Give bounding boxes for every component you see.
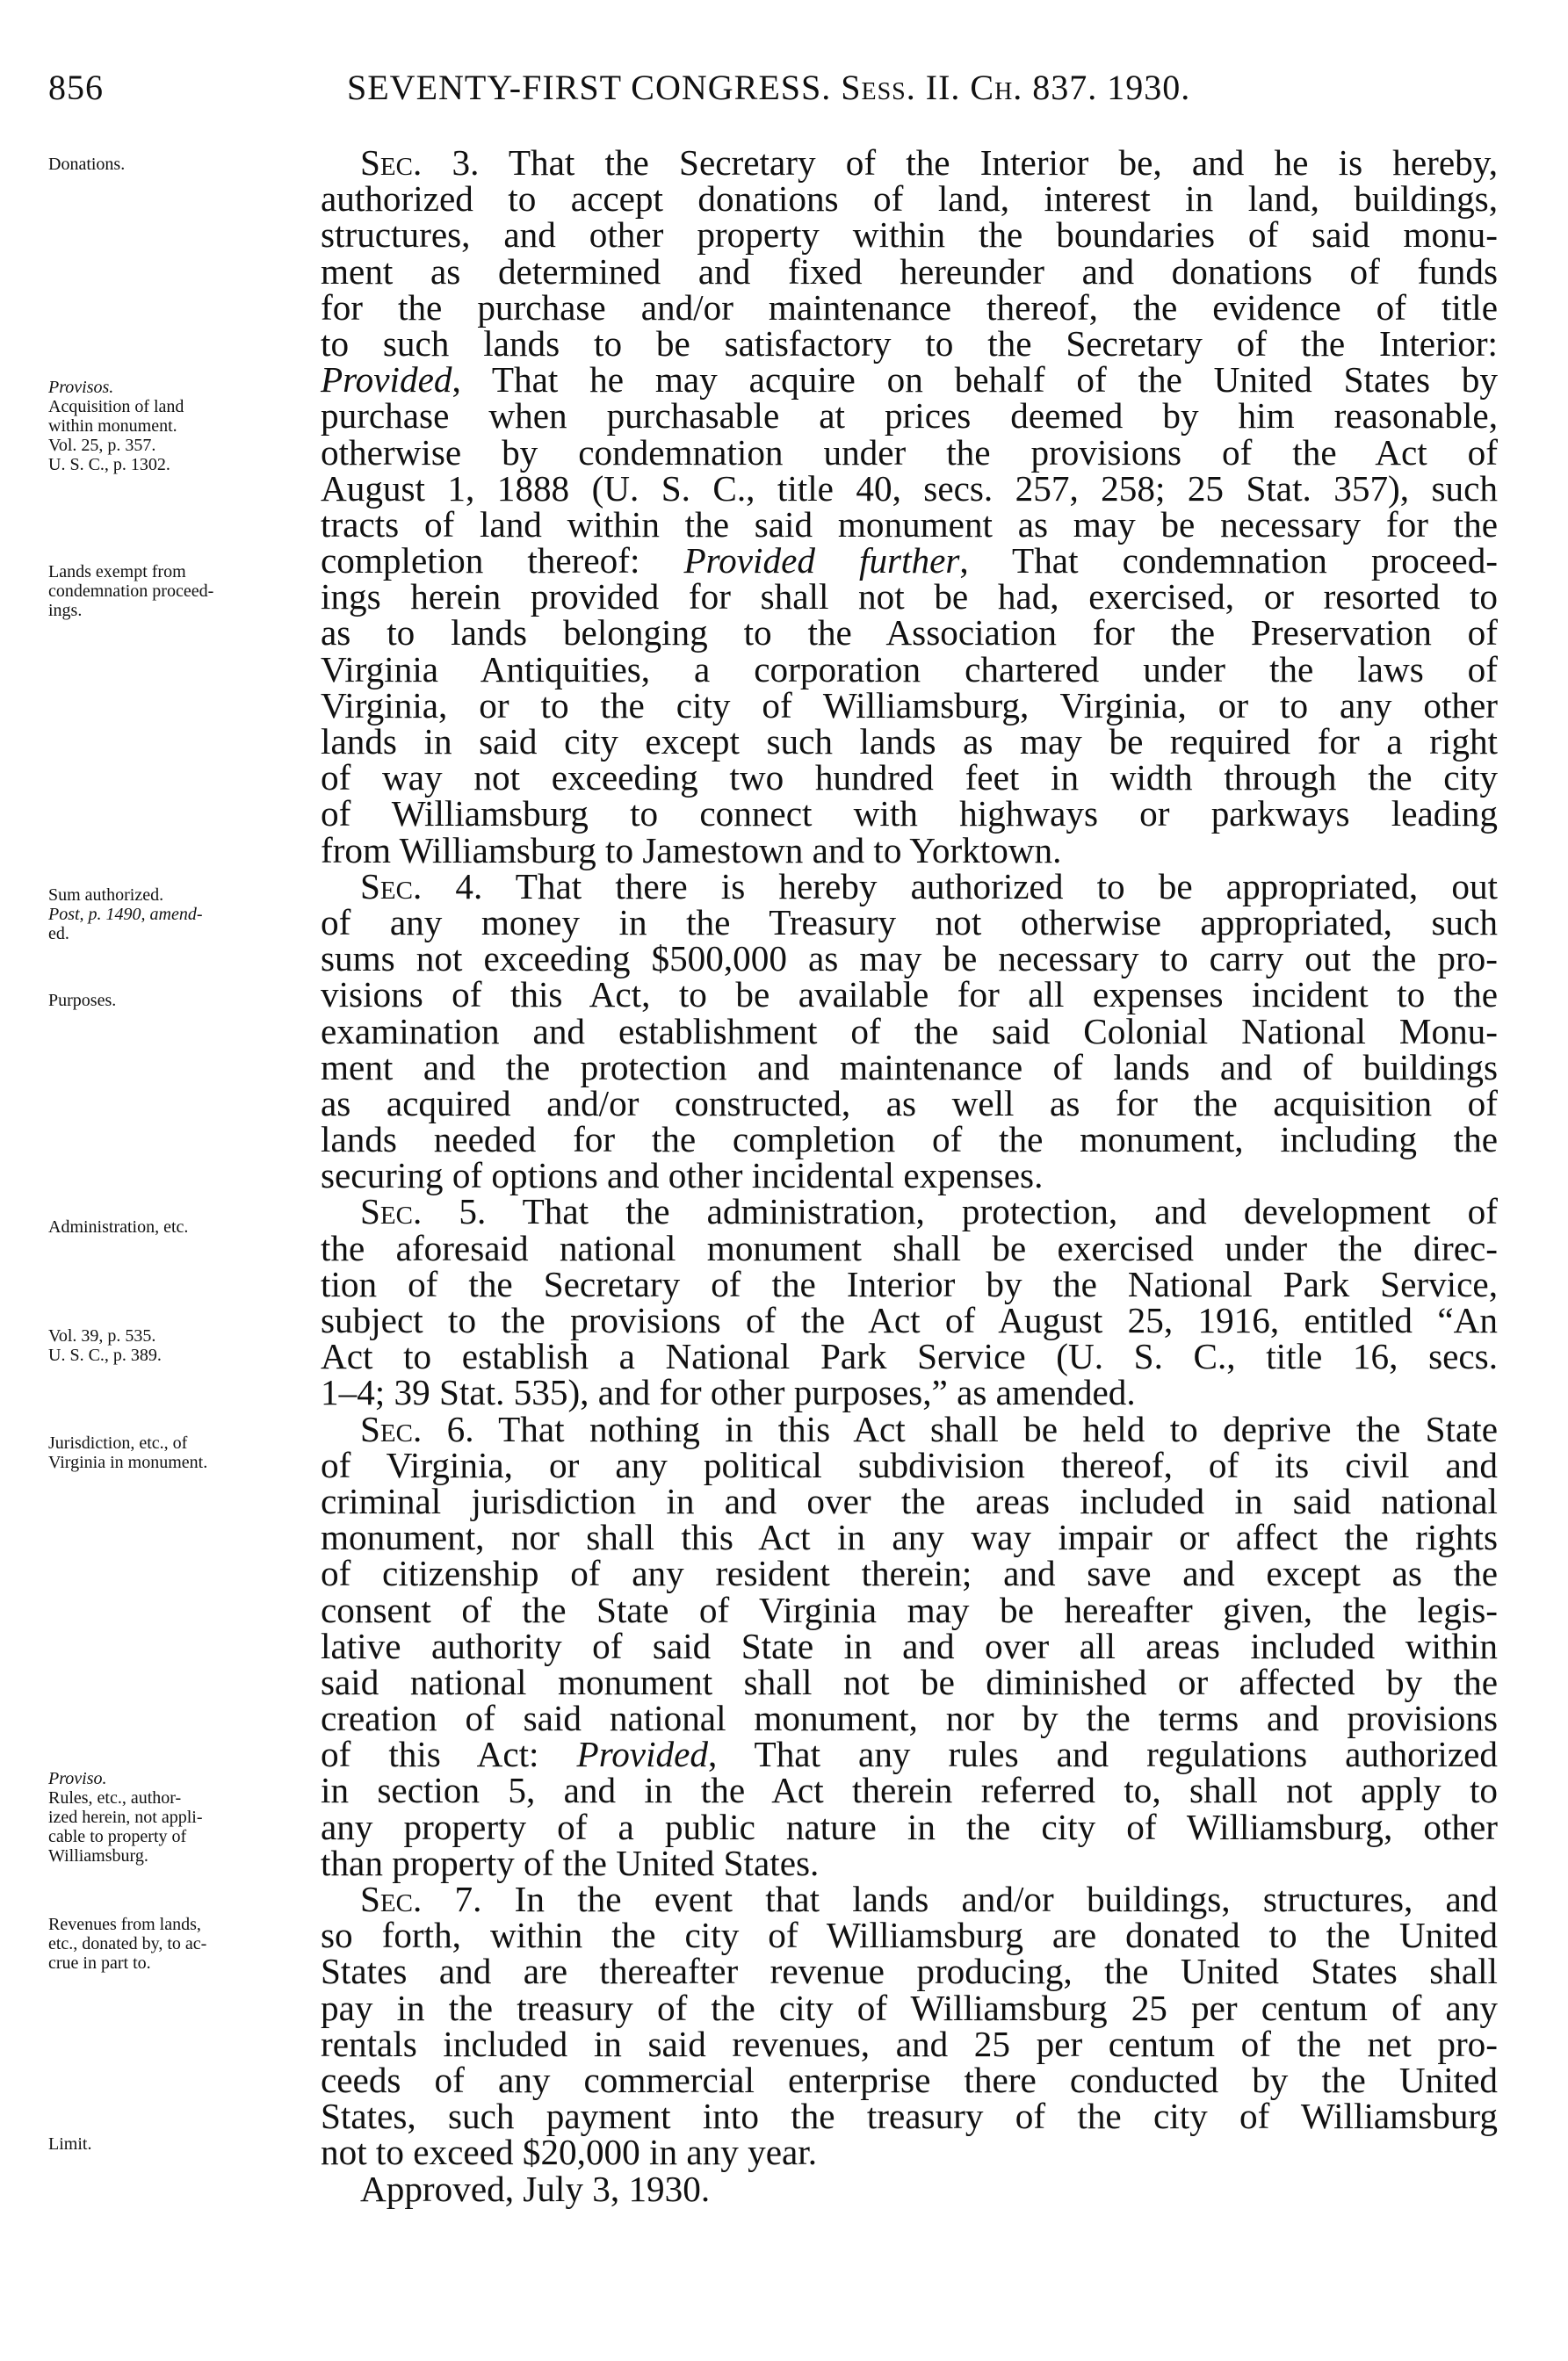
margin-note-line: ings. — [48, 601, 83, 620]
body-line: Virginia Antiquities, a corporation chartered under the laws of — [321, 648, 1498, 690]
margin-note-line: cable to property of — [48, 1827, 187, 1846]
body-line: ment and the protection and maintenance of lands and of buildings — [321, 1046, 1498, 1087]
body-line: Act to establish a National Park Service (U. S. C., title 16, secs. — [321, 1336, 1498, 1377]
page-header — [48, 61, 1498, 114]
body-line: Sec. 7. In the event that lands and/or buildings, structures, and — [360, 1879, 1498, 1919]
page-number: 856 — [48, 68, 104, 107]
margin-note-vol39 — [48, 1326, 316, 1365]
margin-note-line: Revenues from lands, — [48, 1915, 201, 1934]
margin-note-line: condemnation proceed- — [48, 581, 214, 601]
margin-note-sum-authorized — [48, 885, 316, 943]
margin-note-line: Purposes. — [48, 991, 117, 1010]
margin-note-line: Proviso. — [48, 1769, 107, 1788]
statute-body — [321, 142, 1499, 2173]
margin-note-provisos — [48, 378, 316, 474]
body-line: of any money in the Treasury not otherwise appropriated, such — [321, 901, 1498, 942]
margin-note-line: Limit. — [48, 2134, 92, 2154]
margin-note-donations — [48, 155, 316, 174]
margin-note-line: within monument. — [48, 416, 177, 436]
body-line: for the purchase and/or maintenance thereof, the evidence of title — [321, 286, 1498, 328]
margin-note-line: ed. — [48, 924, 69, 943]
margin-note-line: Lands exempt from — [48, 562, 186, 581]
body-line: August 1, 1888 (U. S. C., title 40, secs. 257, 258; 25 Stat. 357), such — [321, 467, 1498, 509]
margin-note-line: Vol. 39, p. 535. — [48, 1326, 156, 1346]
body-line: tion of the Secretary of the Interior by the National Park Service, — [321, 1263, 1498, 1304]
body-line: of this Act: Provided, That any rules and regulations authorized — [321, 1734, 1498, 1775]
margin-note-line: Vol. 25, p. 357. — [48, 436, 156, 455]
margin-note-line: Acquisition of land — [48, 397, 184, 416]
body-line: than property of the United States. — [321, 1842, 820, 1883]
body-line: States, such payment into the treasury of the city of Williamsburg — [321, 2096, 1498, 2137]
body-line: Virginia, or to the city of Williamsburg, Virginia, or to any other — [321, 684, 1498, 726]
body-line: said national monument shall not be diminished or affected by the — [321, 1661, 1498, 1702]
body-line: Sec. 4. That there is hereby authorized to be appropriated, out — [360, 865, 1498, 906]
running-head: SEVENTY-FIRST CONGRESS. Sess. II. Ch. 837. 1930. — [347, 68, 1191, 107]
margin-note-line: Administration, etc. — [48, 1217, 189, 1237]
body-line: of Williamsburg to connect with highways or parkways leading — [321, 793, 1498, 834]
body-line: as acquired and/or constructed, as well as for the acquisition of — [321, 1082, 1498, 1123]
margin-note-line: Jurisdiction, etc., of — [48, 1433, 188, 1453]
body-line: consent of the State of Virginia may be hereafter given, the legis- — [321, 1589, 1498, 1630]
margin-note-limit — [48, 2134, 316, 2154]
margin-note-line: Donations. — [48, 155, 126, 174]
body-line: ings herein provided for shall not be had, exercised, or resorted to — [321, 576, 1498, 617]
body-line: States and are thereafter revenue producing, the United States shall — [321, 1951, 1498, 1992]
body-line: subject to the provisions of the Act of August 25, 1916, entitled “An — [321, 1300, 1498, 1340]
body-line: in section 5, and in the Act therein referred to, shall not apply to — [321, 1770, 1498, 1811]
body-line: the aforesaid national monument shall be exercised under the direc- — [321, 1227, 1498, 1268]
body-line: so forth, within the city of Williamsburg are donated to the United — [321, 1915, 1498, 1956]
body-line: as to lands belonging to the Association for the Preservation of — [321, 612, 1498, 653]
margin-note-jurisdiction — [48, 1433, 316, 1472]
body-line: of Virginia, or any political subdivision thereof, of its civil and — [321, 1444, 1498, 1485]
body-line: from Williamsburg to Jamestown and to Yorktown. — [321, 829, 1062, 870]
body-line: creation of said national monument, nor by the terms and provisions — [321, 1698, 1498, 1739]
body-line: lative authority of said State in and over all areas included within — [321, 1625, 1498, 1666]
body-line: structures, and other property within the boundaries of said monu- — [321, 214, 1498, 256]
approval-date: Approved, July 3, 1930. — [360, 2169, 711, 2209]
body-line: monument, nor shall this Act in any way impair or affect the rights — [321, 1517, 1498, 1558]
body-line: otherwise by condemnation under the provisions of the Act of — [321, 431, 1498, 473]
body-line: visions of this Act, to be available for all expenses incident to the — [321, 974, 1498, 1015]
body-line: tracts of land within the said monument as may be necessary for the — [321, 503, 1498, 545]
margin-note-administration — [48, 1217, 316, 1237]
margin-note-line: ized herein, not appli- — [48, 1808, 203, 1827]
body-line: completion thereof: Provided further, That condemnation proceed- — [321, 540, 1499, 581]
body-line: 1–4; 39 Stat. 535), and for other purposes,” as amended. — [321, 1372, 1136, 1413]
body-line: of way not exceeding two hundred feet in width through the city — [321, 757, 1498, 798]
margin-note-line: U. S. C., p. 389. — [48, 1346, 162, 1365]
margin-note-line: Provisos. — [48, 378, 114, 397]
body-line: Sec. 3. That the Secretary of the Interior be, and he is hereby, — [360, 142, 1498, 183]
margin-note-line: Post, p. 1490, amend- — [48, 905, 203, 924]
margin-note-revenues — [48, 1915, 316, 1973]
body-line: Sec. 6. That nothing in this Act shall be held to deprive the State — [360, 1408, 1498, 1449]
margin-note-proviso-rules — [48, 1769, 316, 1866]
margin-note-purposes — [48, 991, 316, 1010]
body-line: of citizenship of any resident therein; and save and except as the — [321, 1553, 1498, 1594]
margin-note-line: Rules, etc., author- — [48, 1788, 182, 1808]
margin-note-line: Sum authorized. — [48, 885, 164, 905]
body-line: rentals included in said revenues, and 25 per centum of the net pro- — [321, 2023, 1498, 2064]
margin-note-line: Virginia in monument. — [48, 1453, 208, 1472]
margin-note-line: U. S. C., p. 1302. — [48, 455, 170, 474]
body-line: ceeds of any commercial enterprise there conducted by the United — [321, 2059, 1498, 2100]
body-line: Sec. 5. That the administration, protection, and development of — [360, 1191, 1498, 1232]
body-line: purchase when purchasable at prices deemed by him reasonable, — [321, 395, 1498, 437]
body-line: authorized to accept donations of land, interest in land, buildings, — [321, 178, 1498, 220]
margin-note-line: crue in part to. — [48, 1953, 151, 1973]
margin-note-line: etc., donated by, to ac- — [48, 1934, 207, 1953]
margin-note-line: Williamsburg. — [48, 1846, 148, 1866]
body-line: securing of options and other incidental expenses. — [321, 1155, 1044, 1196]
body-line: criminal jurisdiction in and over the areas included in said national — [321, 1480, 1498, 1521]
body-line: to such lands to be satisfactory to the Secretary of the Interior: — [321, 322, 1498, 364]
body-line: pay in the treasury of the city of Williamsburg 25 per centum of any — [321, 1987, 1498, 2028]
margin-note-lands-exempt — [48, 562, 316, 620]
body-line: ment as determined and fixed hereunder and donations of funds — [321, 250, 1498, 292]
body-line: lands in said city except such lands as may be required for a right — [321, 721, 1498, 762]
body-line: lands needed for the completion of the monument, including the — [321, 1119, 1498, 1160]
body-line: sums not exceeding $500,000 as may be necessary to carry out the pro- — [321, 938, 1498, 979]
body-line: any property of a public nature in the city of Williamsburg, other — [321, 1806, 1498, 1847]
body-line: not to exceed $20,000 in any year. — [321, 2132, 818, 2173]
body-line: examination and establishment of the said Colonial National Monu- — [321, 1010, 1498, 1051]
body-line: Provided, That he may acquire on behalf of the United States by — [321, 359, 1498, 401]
